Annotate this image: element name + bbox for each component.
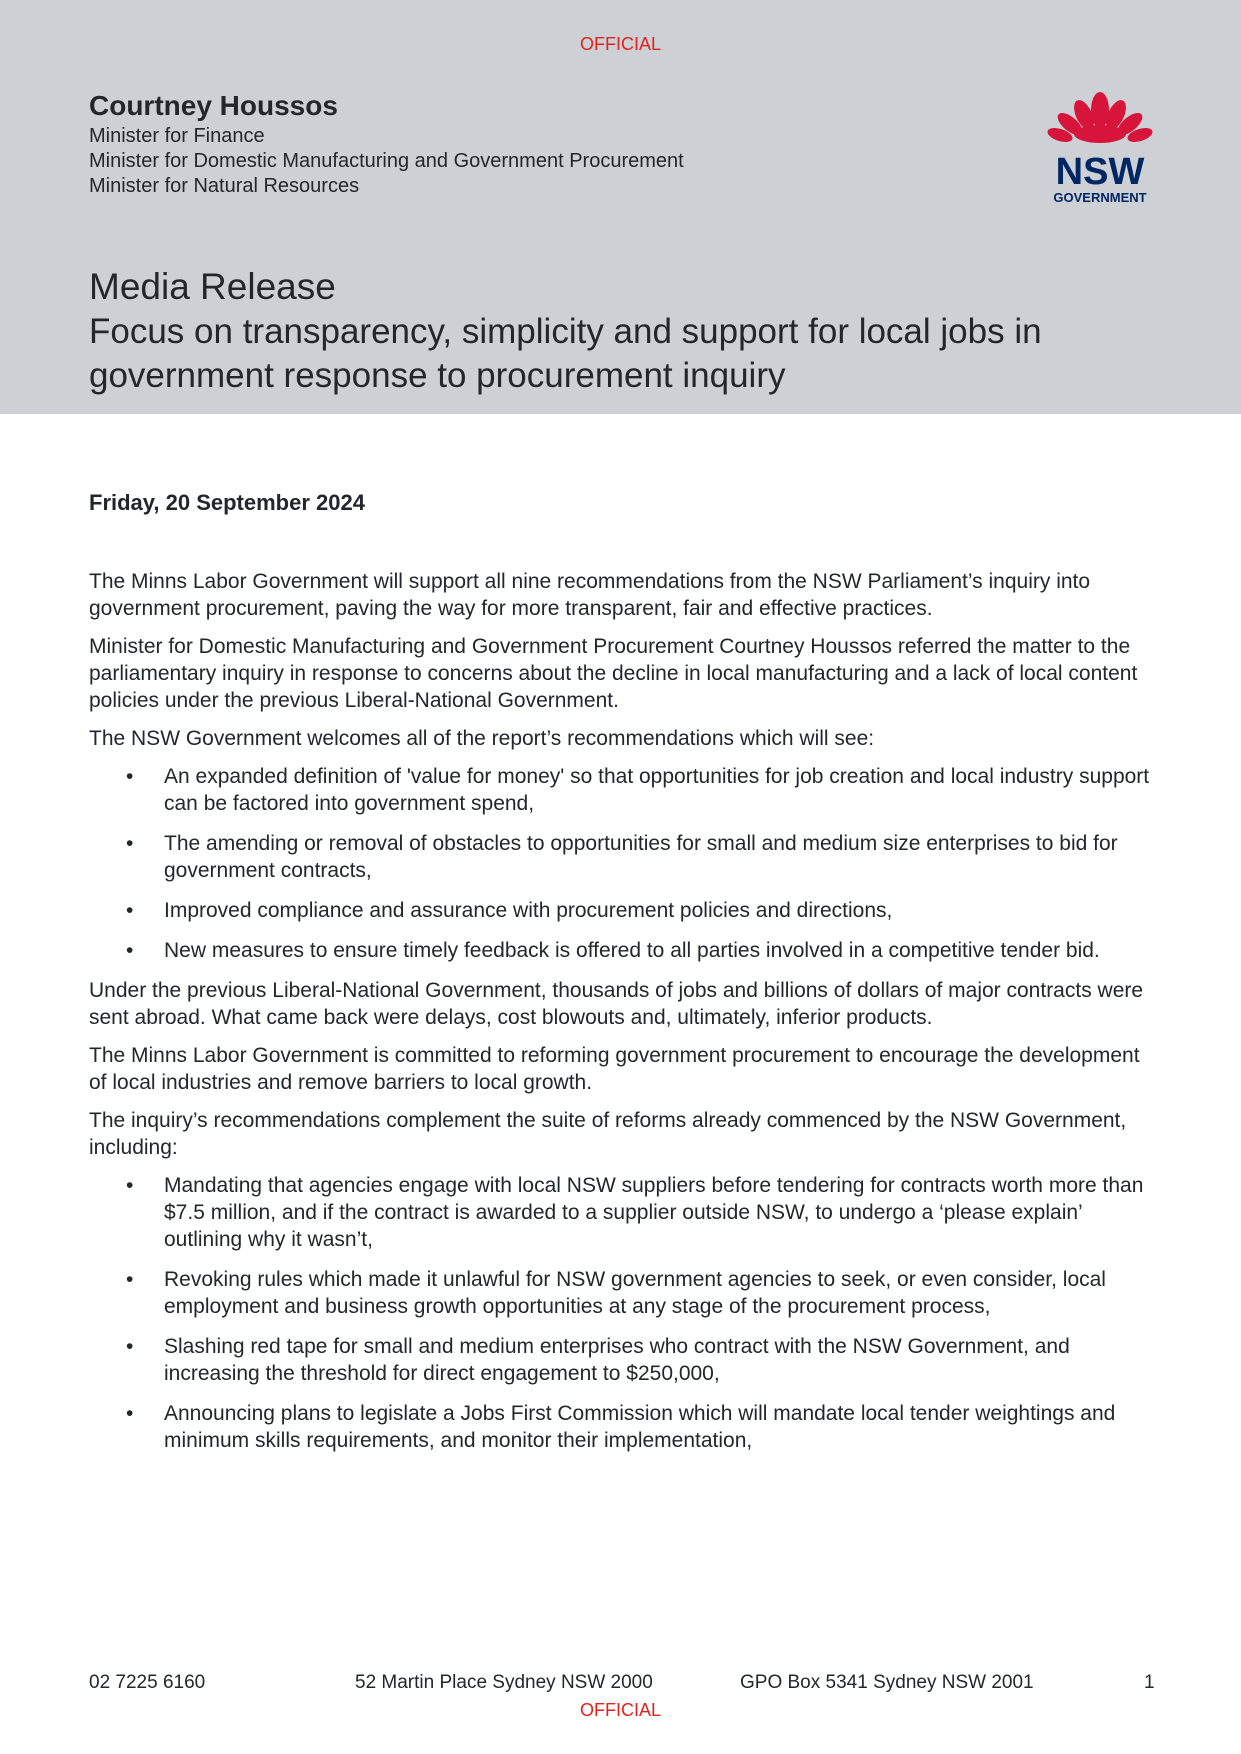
release-date: Friday, 20 September 2024 — [89, 490, 365, 515]
paragraph: Under the previous Liberal-National Government, thousands of jobs and billions of dollars of major contracts were sent abroad. What came back were delays, cost blowouts and, ultimately, inferior products. — [89, 979, 1144, 1029]
list-item: • New measures to ensure timely feedback is offered to all parties involved in a competitive tender bid. — [126, 939, 1100, 962]
list-item: • Mandating that agencies engage with local NSW suppliers before tendering for contracts worth more than $7.5 million, and if the contract is awarded to a supplier outside NSW, to undergo a ‘please explain’ outlining why it wasn’t, — [126, 1174, 1144, 1251]
classification-bottom: OFFICIAL — [579, 1700, 661, 1720]
paragraph: The inquiry’s recommendations complement the suite of reforms already commenced by the NSW Government, including: — [89, 1109, 1127, 1159]
release-body — [89, 568, 1159, 1467]
paragraph: Minister for Domestic Manufacturing and Government Procurement Courtney Houssos referred the matter to the parliamentary inquiry in response to concerns about the decline in local manufacturing and a lack of local content policies under the previous Liberal-National Government. — [89, 635, 1138, 712]
paragraph: The Minns Labor Government is committed to reforming government procurement to encourage the development of local industries and remove barriers to local growth. — [89, 1044, 1140, 1094]
bullet-icon: • — [126, 1174, 134, 1197]
portfolio-line: Minister for Natural Resources — [89, 175, 360, 197]
list-item: • An expanded definition of 'value for money' so that opportunities for job creation and local industry support can be factored into government spend, — [126, 765, 1150, 815]
list-item: • Slashing red tape for small and medium enterprises who contract with the NSW Government, and increasing the threshold for direct engagement to $250,000, — [126, 1335, 1070, 1385]
waratah-logo-icon — [1046, 92, 1154, 145]
list-item: • The amending or removal of obstacles to opportunities for small and medium size enterprises to bid for government contracts, — [126, 832, 1118, 882]
page-number: 1 — [1144, 1672, 1155, 1693]
headline: Focus on transparency, simplicity and support for local jobs in government response to procurement inquiry — [89, 312, 1042, 395]
reforms-list — [89, 1172, 1159, 1454]
nsw-government-logo — [1040, 88, 1160, 208]
bullet-icon: • — [126, 1402, 134, 1425]
paragraph: The NSW Government welcomes all of the report’s recommendations which will see: — [89, 727, 875, 750]
bullet-icon: • — [126, 832, 134, 855]
bullet-icon: • — [126, 939, 134, 962]
minister-portfolios — [89, 124, 684, 199]
release-type: Media Release — [89, 266, 336, 307]
logo-subtitle: GOVERNMENT — [1053, 190, 1147, 205]
classification-top: OFFICIAL — [579, 34, 661, 54]
footer-phone: 02 7225 6160 — [89, 1672, 206, 1693]
bullet-icon: • — [126, 1335, 134, 1358]
list-item: • Announcing plans to legislate a Jobs First Commission which will mandate local tender weightings and minimum skills requirements, and monitor their implementation, — [126, 1402, 1116, 1452]
portfolio-line: Minister for Finance — [89, 125, 265, 147]
footer-po-box: GPO Box 5341 Sydney NSW 2001 — [740, 1672, 1034, 1693]
recommendations-list — [89, 763, 1159, 964]
bullet-icon: • — [126, 765, 134, 788]
minister-name: Courtney Houssos — [89, 90, 338, 121]
logo-wordmark: NSW — [1055, 151, 1145, 193]
footer-street-address: 52 Martin Place Sydney NSW 2000 — [355, 1672, 653, 1693]
portfolio-line: Minister for Domestic Manufacturing and Government Procurement — [89, 150, 684, 172]
paragraph: The Minns Labor Government will support all nine recommendations from the NSW Parliament’s inquiry into government procurement, paving the way for more transparent, fair and effective practices. — [89, 570, 1091, 620]
bullet-icon: • — [126, 899, 134, 922]
bullet-icon: • — [126, 1268, 134, 1291]
list-item: • Improved compliance and assurance with procurement policies and directions, — [126, 899, 893, 922]
list-item: • Revoking rules which made it unlawful for NSW government agencies to seek, or even consider, local employment and business growth opportunities at any stage of the procurement process, — [126, 1268, 1106, 1318]
